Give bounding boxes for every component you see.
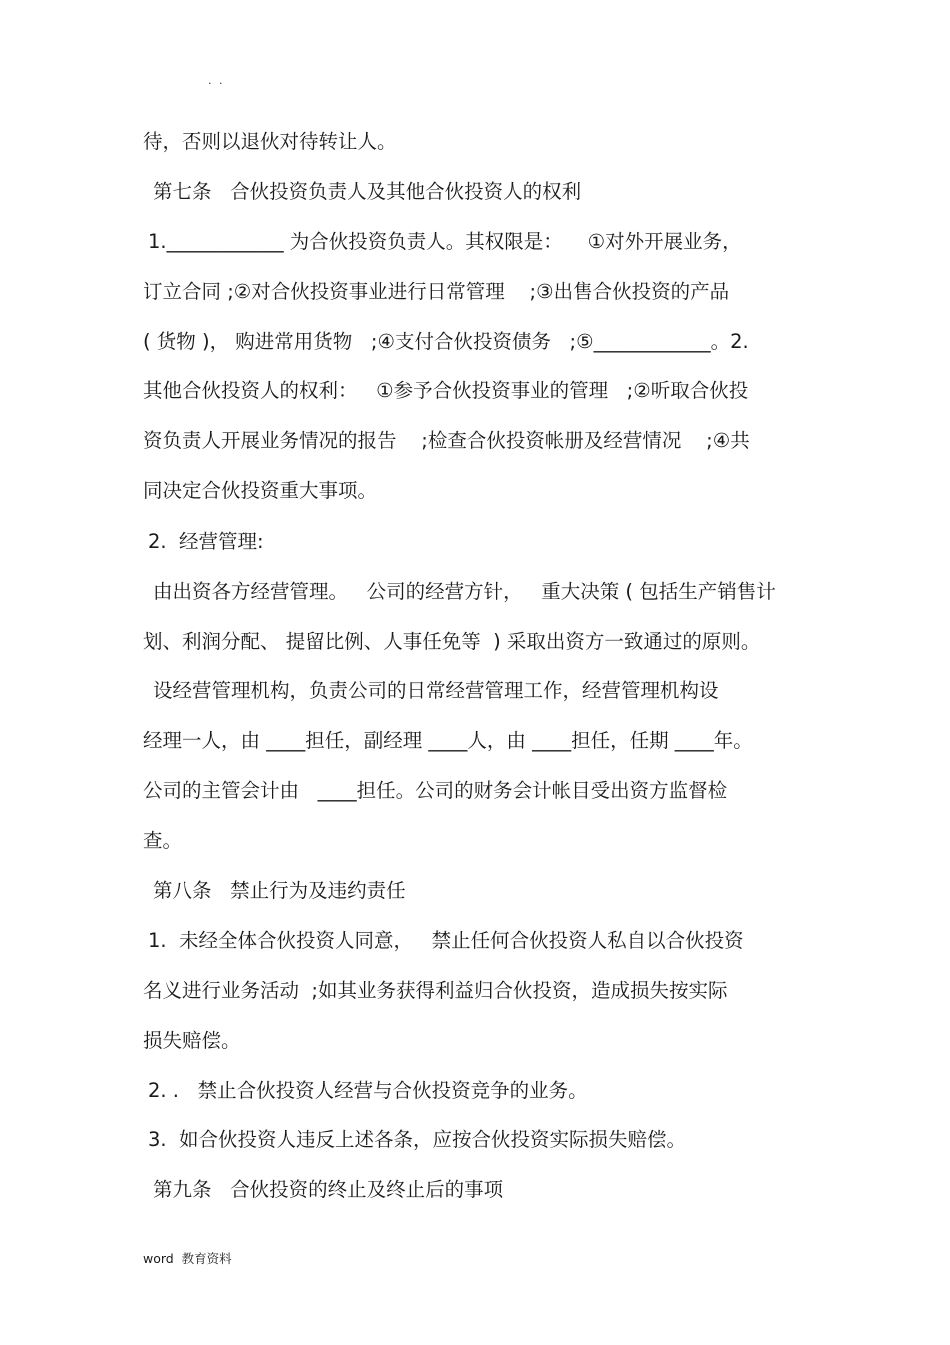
text-line: 1. 未经全体合伙投资人同意， 禁止任何合伙投资人私自以合伙投资 xyxy=(148,929,744,952)
text-line: ( 货物 )， 购进常用货物 ;④支付合伙投资债务 ;⑤____________。2. xyxy=(143,330,749,353)
text-line: 第九条 合伙投资的终止及终止后的事项 xyxy=(153,1178,504,1201)
text-line: 资负责人开展业务情况的报告 ;检查合伙投资帐册及经营情况 ;④共 xyxy=(143,429,750,452)
text-line: 名义进行业务活动 ;如其业务获得利益归合伙投资，造成损失按实际 xyxy=(143,979,728,1002)
text-line: 由出资各方经营管理。 公司的经营方针， 重大决策 ( 包括生产销售计 xyxy=(153,580,776,603)
text-line: 设经营管理机构，负责公司的日常经营管理工作，经营管理机构设 xyxy=(153,679,719,702)
text-line: 2. 经营管理: xyxy=(148,530,264,553)
text-line: 第八条 禁止行为及违约责任 xyxy=(153,879,406,902)
text-line: 同决定合伙投资重大事项。 xyxy=(143,479,378,502)
text-line: 3. 如合伙投资人违反上述各条，应按合伙投资实际损失赔偿。 xyxy=(148,1128,687,1151)
text-line: 损失赔偿。 xyxy=(143,1029,241,1052)
page-footer: word 教育资料 xyxy=(143,1251,232,1266)
text-line: 经理一人，由 ____担任，副经理 ____人，由 ____担任，任期 ____年。 xyxy=(143,729,753,752)
text-line: 2. . 禁止合伙投资人经营与合伙投资竞争的业务。 xyxy=(148,1079,588,1102)
text-line: 1.____________ 为合伙投资负责人。其权限是： ①对外开展业务， xyxy=(148,230,742,253)
text-line: 划、利润分配、 提留比例、人事任免等 ) 采取出资方一致通过的原则。 xyxy=(143,630,761,653)
text-line: 第七条 合伙投资负责人及其他合伙投资人的权利 xyxy=(153,180,582,203)
text-line: 其他合伙投资人的权利： ①参予合伙投资事业的管理 ;②听取合伙投 xyxy=(143,379,749,402)
header-mark: . . xyxy=(208,74,225,87)
text-line: 公司的主管会计由 ____担任。公司的财务会计帐目受出资方监督检 xyxy=(143,779,728,802)
text-line: 查。 xyxy=(143,829,183,852)
text-line: 订立合同 ;②对合伙投资事业进行日常管理 ;③出售合伙投资的产品 xyxy=(143,280,730,303)
text-line: 待，否则以退伙对待转让人。 xyxy=(143,130,397,153)
